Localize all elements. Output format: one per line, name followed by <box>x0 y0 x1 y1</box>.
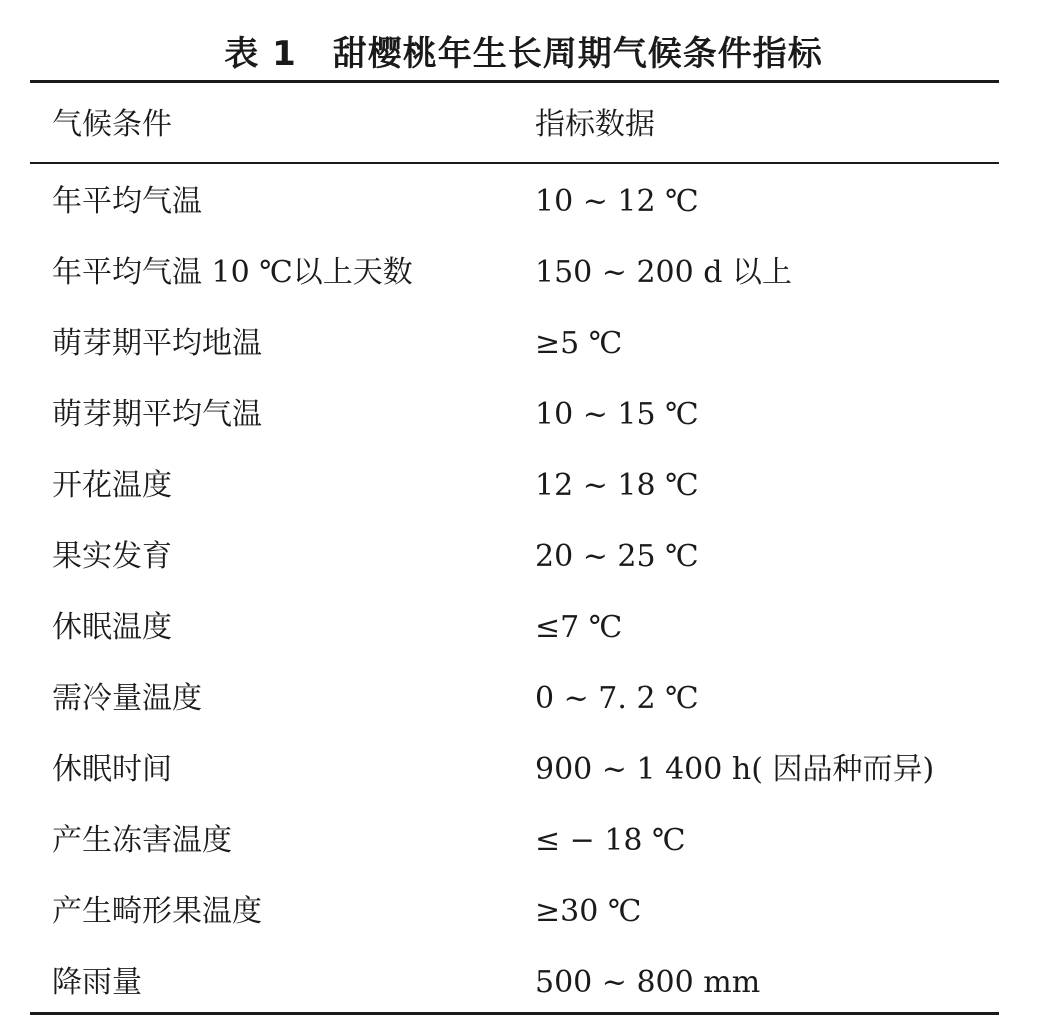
value-cell: ≤ − 18 ℃ <box>535 823 686 858</box>
table-row <box>0 663 1047 734</box>
table-row <box>0 379 1047 450</box>
condition-cell: 产生冻害温度 <box>52 823 232 858</box>
condition-cell: 降雨量 <box>52 965 142 1000</box>
table-header-row <box>0 90 1047 160</box>
header-rule <box>30 162 999 164</box>
value-cell: ≥30 ℃ <box>535 894 642 929</box>
condition-cell: 开花温度 <box>52 468 172 503</box>
condition-cell: 年平均气温 <box>52 184 202 219</box>
value-cell: 12 ~ 18 ℃ <box>535 468 699 503</box>
value-cell: 20 ~ 25 ℃ <box>535 539 699 574</box>
condition-cell: 果实发育 <box>52 539 172 574</box>
condition-cell: 产生畸形果温度 <box>52 894 262 929</box>
condition-cell: 年平均气温 10 ℃以上天数 <box>52 255 413 290</box>
value-cell: 150 ~ 200 d 以上 <box>535 255 793 290</box>
table-row <box>0 947 1047 1018</box>
table-row <box>0 592 1047 663</box>
table-title <box>0 28 1047 80</box>
condition-cell: 萌芽期平均地温 <box>52 326 262 361</box>
condition-cell: 萌芽期平均气温 <box>52 397 262 432</box>
condition-cell: 休眠温度 <box>52 610 172 645</box>
top-rule <box>30 80 999 83</box>
condition-cell: 需冷量温度 <box>52 681 202 716</box>
column-header-condition: 气候条件 <box>52 107 172 142</box>
table-row <box>0 450 1047 521</box>
condition-cell: 休眠时间 <box>52 752 172 787</box>
value-cell: ≥5 ℃ <box>535 326 623 361</box>
table-row <box>0 805 1047 876</box>
value-cell: 500 ~ 800 mm <box>535 965 761 1000</box>
value-cell: 10 ~ 15 ℃ <box>535 397 699 432</box>
bottom-rule <box>30 1012 999 1015</box>
table-row <box>0 521 1047 592</box>
table-number: 表 1 <box>224 34 297 74</box>
table-row <box>0 876 1047 947</box>
table-row <box>0 237 1047 308</box>
table-row <box>0 166 1047 237</box>
value-cell: 900 ~ 1 400 h( 因品种而异) <box>535 752 935 787</box>
value-cell: 10 ~ 12 ℃ <box>535 184 699 219</box>
table-row <box>0 308 1047 379</box>
table-caption: 甜樱桃年生长周期气候条件指标 <box>332 34 823 74</box>
column-header-value: 指标数据 <box>535 107 655 142</box>
table-row <box>0 734 1047 805</box>
table-body <box>0 166 1047 1018</box>
value-cell: ≤7 ℃ <box>535 610 623 645</box>
value-cell: 0 ~ 7. 2 ℃ <box>535 681 699 716</box>
